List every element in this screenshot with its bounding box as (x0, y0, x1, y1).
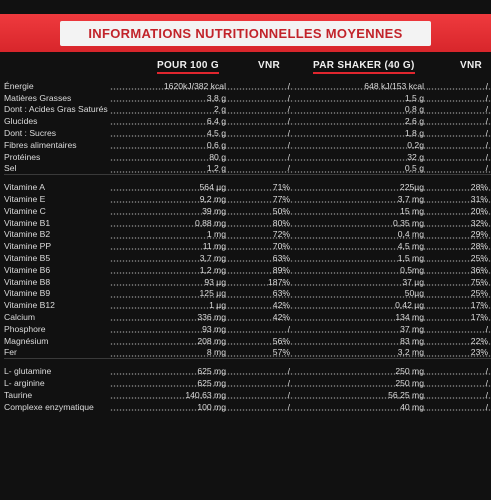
value-per-100g: 0,88 mg (110, 217, 230, 229)
value-per-100g: 1,2 g (110, 163, 230, 175)
nutrient-label: Matières Grasses (4, 92, 72, 103)
value-per-100g: 3,8 g (110, 92, 230, 104)
vnr-per-100g: 42% (230, 311, 294, 323)
nutrient-row (4, 104, 491, 116)
vnr-per-100g: / (230, 104, 294, 116)
nutrient-label: Énergie (4, 80, 34, 91)
nutrient-label: Glucides (4, 116, 38, 127)
nutrient-label: Calcium (4, 312, 36, 323)
nutrient-row (4, 311, 491, 323)
value-per-100g: 93 µg (110, 276, 230, 288)
vnr-per-100g: 63% (230, 252, 294, 264)
nutrient-row (4, 365, 491, 377)
value-per-100g: 6,4 g (110, 115, 230, 127)
vnr-per-shaker: 17% (428, 311, 491, 323)
vnr-per-100g: / (230, 401, 294, 413)
nutrient-label: Vitamine B6 (4, 264, 51, 275)
value-per-shaker: 40 mg (294, 401, 428, 413)
value-per-100g: 0,6 g (110, 139, 230, 151)
nutrient-label: Phosphore (4, 323, 46, 334)
nutrient-label: Dont : Sucres (4, 128, 57, 139)
value-per-shaker: 0,2g (294, 139, 428, 151)
nutrient-row (4, 193, 491, 205)
value-per-100g: 80 g (110, 151, 230, 163)
nutrient-label: Vitamine B12 (4, 300, 55, 311)
vnr-per-100g: / (230, 80, 294, 92)
value-per-shaker: 1,8 g (294, 127, 428, 139)
value-per-100g: 11 mg (110, 240, 230, 252)
nutrient-row (4, 323, 491, 335)
vnr-per-shaker: / (428, 104, 491, 116)
vnr-per-shaker: 75% (428, 276, 491, 288)
vnr-per-100g: / (230, 163, 294, 175)
nutrient-label: Vitamine B5 (4, 253, 51, 264)
nutrient-label: Complexe enzymatique (4, 401, 94, 412)
vnr-per-100g: / (230, 389, 294, 401)
nutrient-label: Dont : Acides Gras Saturés (4, 104, 108, 115)
value-per-100g: 625 mg (110, 365, 230, 377)
vnr-per-shaker: / (428, 92, 491, 104)
nutrient-row (4, 335, 491, 347)
value-per-shaker: 83 mg (294, 335, 428, 347)
vnr-per-100g: 80% (230, 217, 294, 229)
nutrient-row (4, 252, 491, 264)
vnr-per-shaker: / (428, 401, 491, 413)
nutrient-row (4, 127, 491, 139)
nutrient-label: Taurine (4, 389, 33, 400)
value-per-shaker: 3,7 mg (294, 193, 428, 205)
vnr-per-shaker: 23% (428, 347, 491, 359)
vnr-per-shaker: 22% (428, 335, 491, 347)
value-per-shaker: 0,35 mg (294, 217, 428, 229)
vnr-per-100g: / (230, 92, 294, 104)
value-per-100g: 2 g (110, 104, 230, 116)
value-per-shaker: 134 mg (294, 311, 428, 323)
vnr-per-100g: 63% (230, 288, 294, 300)
vnr-per-shaker: 29% (428, 229, 491, 241)
vnr-per-shaker: 25% (428, 288, 491, 300)
nutrient-row (4, 377, 491, 389)
nutrient-row (4, 217, 491, 229)
value-per-100g: 125 µg (110, 288, 230, 300)
nutrient-label: Magnésium (4, 335, 49, 346)
vnr-per-100g: / (230, 151, 294, 163)
vnr-per-shaker: / (428, 115, 491, 127)
value-per-100g: 1 µg (110, 299, 230, 311)
vnr-per-100g: 187% (230, 276, 294, 288)
value-per-shaker: 0,5 g (294, 163, 428, 175)
nutrient-row (4, 205, 491, 217)
header-vnr-shaker: VNR (460, 60, 483, 71)
banner-title: INFORMATIONS NUTRITIONNELLES MOYENNES (60, 21, 430, 46)
vnr-per-shaker: / (428, 365, 491, 377)
value-per-100g: 1620kJ/382 kcal (110, 80, 230, 92)
nutrient-row (4, 151, 491, 163)
vnr-per-shaker: / (428, 377, 491, 389)
vnr-per-shaker: 17% (428, 299, 491, 311)
header-pour-100g: POUR 100 G (157, 60, 219, 74)
value-per-shaker: 4,5 mg (294, 240, 428, 252)
vnr-per-shaker: / (428, 163, 491, 175)
nutrient-row (4, 288, 491, 300)
nutrient-label: Vitamine B2 (4, 229, 51, 240)
value-per-100g: 39 mg (110, 205, 230, 217)
vnr-per-shaker: 20% (428, 205, 491, 217)
nutrient-row (4, 240, 491, 252)
nutrient-row (4, 163, 491, 175)
vnr-per-100g: 89% (230, 264, 294, 276)
vnr-per-shaker: 28% (428, 240, 491, 252)
value-per-shaker: 0,5mg (294, 264, 428, 276)
nutrient-label: Vitamine B9 (4, 288, 51, 299)
vnr-per-shaker: / (428, 127, 491, 139)
nutrient-row (4, 276, 491, 288)
value-per-100g: 8 mg (110, 347, 230, 359)
value-per-shaker: 250 mg (294, 377, 428, 389)
value-per-100g: 336 mg (110, 311, 230, 323)
nutrient-label: L- arginine (4, 378, 45, 389)
nutrient-label: Vitamine A (4, 182, 45, 193)
nutrient-row (4, 139, 491, 151)
nutrient-row (4, 389, 491, 401)
value-per-shaker: 37 µg (294, 276, 428, 288)
vnr-per-shaker: 25% (428, 252, 491, 264)
nutrient-row (4, 264, 491, 276)
value-per-shaker: 32 g (294, 151, 428, 163)
value-per-shaker: 56,25 mg (294, 389, 428, 401)
vnr-per-shaker: / (428, 151, 491, 163)
value-per-shaker: 0,8 g (294, 104, 428, 116)
vnr-per-shaker: 36% (428, 264, 491, 276)
vnr-per-100g: 42% (230, 299, 294, 311)
nutrient-label: Vitamine B8 (4, 276, 51, 287)
value-per-shaker: 2,6 g (294, 115, 428, 127)
nutrient-row (4, 229, 491, 241)
nutrient-row (4, 347, 491, 359)
value-per-100g: 100 mg (110, 401, 230, 413)
vnr-per-shaker: 28% (428, 181, 491, 193)
value-per-shaker: 0,42 µg (294, 299, 428, 311)
nutrient-row (4, 92, 491, 104)
nutrient-label: Sel (4, 163, 17, 174)
value-per-100g: 1 mg (110, 229, 230, 241)
value-per-shaker: 225µg (294, 181, 428, 193)
vnr-per-100g: / (230, 323, 294, 335)
vnr-per-100g: 72% (230, 229, 294, 241)
nutrient-row (4, 80, 491, 92)
vnr-per-100g: 50% (230, 205, 294, 217)
value-per-shaker: 648 kJ/153 kcal (294, 80, 428, 92)
value-per-shaker: 1,5 mg (294, 252, 428, 264)
nutrient-label: Protéines (4, 151, 41, 162)
nutrient-label: Fibres alimentaires (4, 139, 77, 150)
nutrient-row (4, 115, 491, 127)
vnr-per-shaker: / (428, 323, 491, 335)
vnr-per-100g: / (230, 115, 294, 127)
vnr-per-shaker: / (428, 139, 491, 151)
header-par-shaker: PAR SHAKER (40 G) (313, 60, 415, 74)
nutrient-label: Fer (4, 347, 17, 358)
value-per-shaker: 37 mg (294, 323, 428, 335)
value-per-shaker: 50µg (294, 288, 428, 300)
vnr-per-100g: / (230, 365, 294, 377)
vnr-per-shaker: 32% (428, 217, 491, 229)
value-per-shaker: 0,4 mg (294, 229, 428, 241)
value-per-100g: 3,7 mg (110, 252, 230, 264)
value-per-shaker: 1,5 g (294, 92, 428, 104)
value-per-100g: 93 mg (110, 323, 230, 335)
vnr-per-shaker: 31% (428, 193, 491, 205)
vnr-per-shaker: / (428, 80, 491, 92)
nutrient-label: Vitamine C (4, 205, 46, 216)
vnr-per-100g: / (230, 377, 294, 389)
value-per-100g: 625 mg (110, 377, 230, 389)
value-per-100g: 208 mg (110, 335, 230, 347)
vnr-per-100g: 71% (230, 181, 294, 193)
value-per-100g: 9,2 mg (110, 193, 230, 205)
nutrition-table (4, 80, 491, 413)
vnr-per-100g: / (230, 139, 294, 151)
nutrient-label: Vitamine B1 (4, 217, 51, 228)
nutrient-row (4, 401, 491, 413)
value-per-shaker: 15 mg (294, 205, 428, 217)
vnr-per-100g: 70% (230, 240, 294, 252)
vnr-per-100g: 57% (230, 347, 294, 359)
vnr-per-100g: 56% (230, 335, 294, 347)
nutrient-label: Vitamine E (4, 194, 46, 205)
nutrient-label: L- glutamine (4, 366, 52, 377)
vnr-per-100g: / (230, 127, 294, 139)
nutrient-row (4, 299, 491, 311)
vnr-per-100g: 77% (230, 193, 294, 205)
value-per-100g: 1,2 mg (110, 264, 230, 276)
value-per-100g: 140,63 mg (110, 389, 230, 401)
nutrient-label: Vitamine PP (4, 241, 52, 252)
value-per-100g: 4,5 g (110, 127, 230, 139)
vnr-per-shaker: / (428, 389, 491, 401)
nutrient-row (4, 181, 491, 193)
header-vnr-100g: VNR (258, 60, 281, 71)
title-banner (0, 14, 491, 52)
value-per-100g: 564 µg (110, 181, 230, 193)
value-per-shaker: 3,2 mg (294, 347, 428, 359)
value-per-shaker: 250 mg (294, 365, 428, 377)
